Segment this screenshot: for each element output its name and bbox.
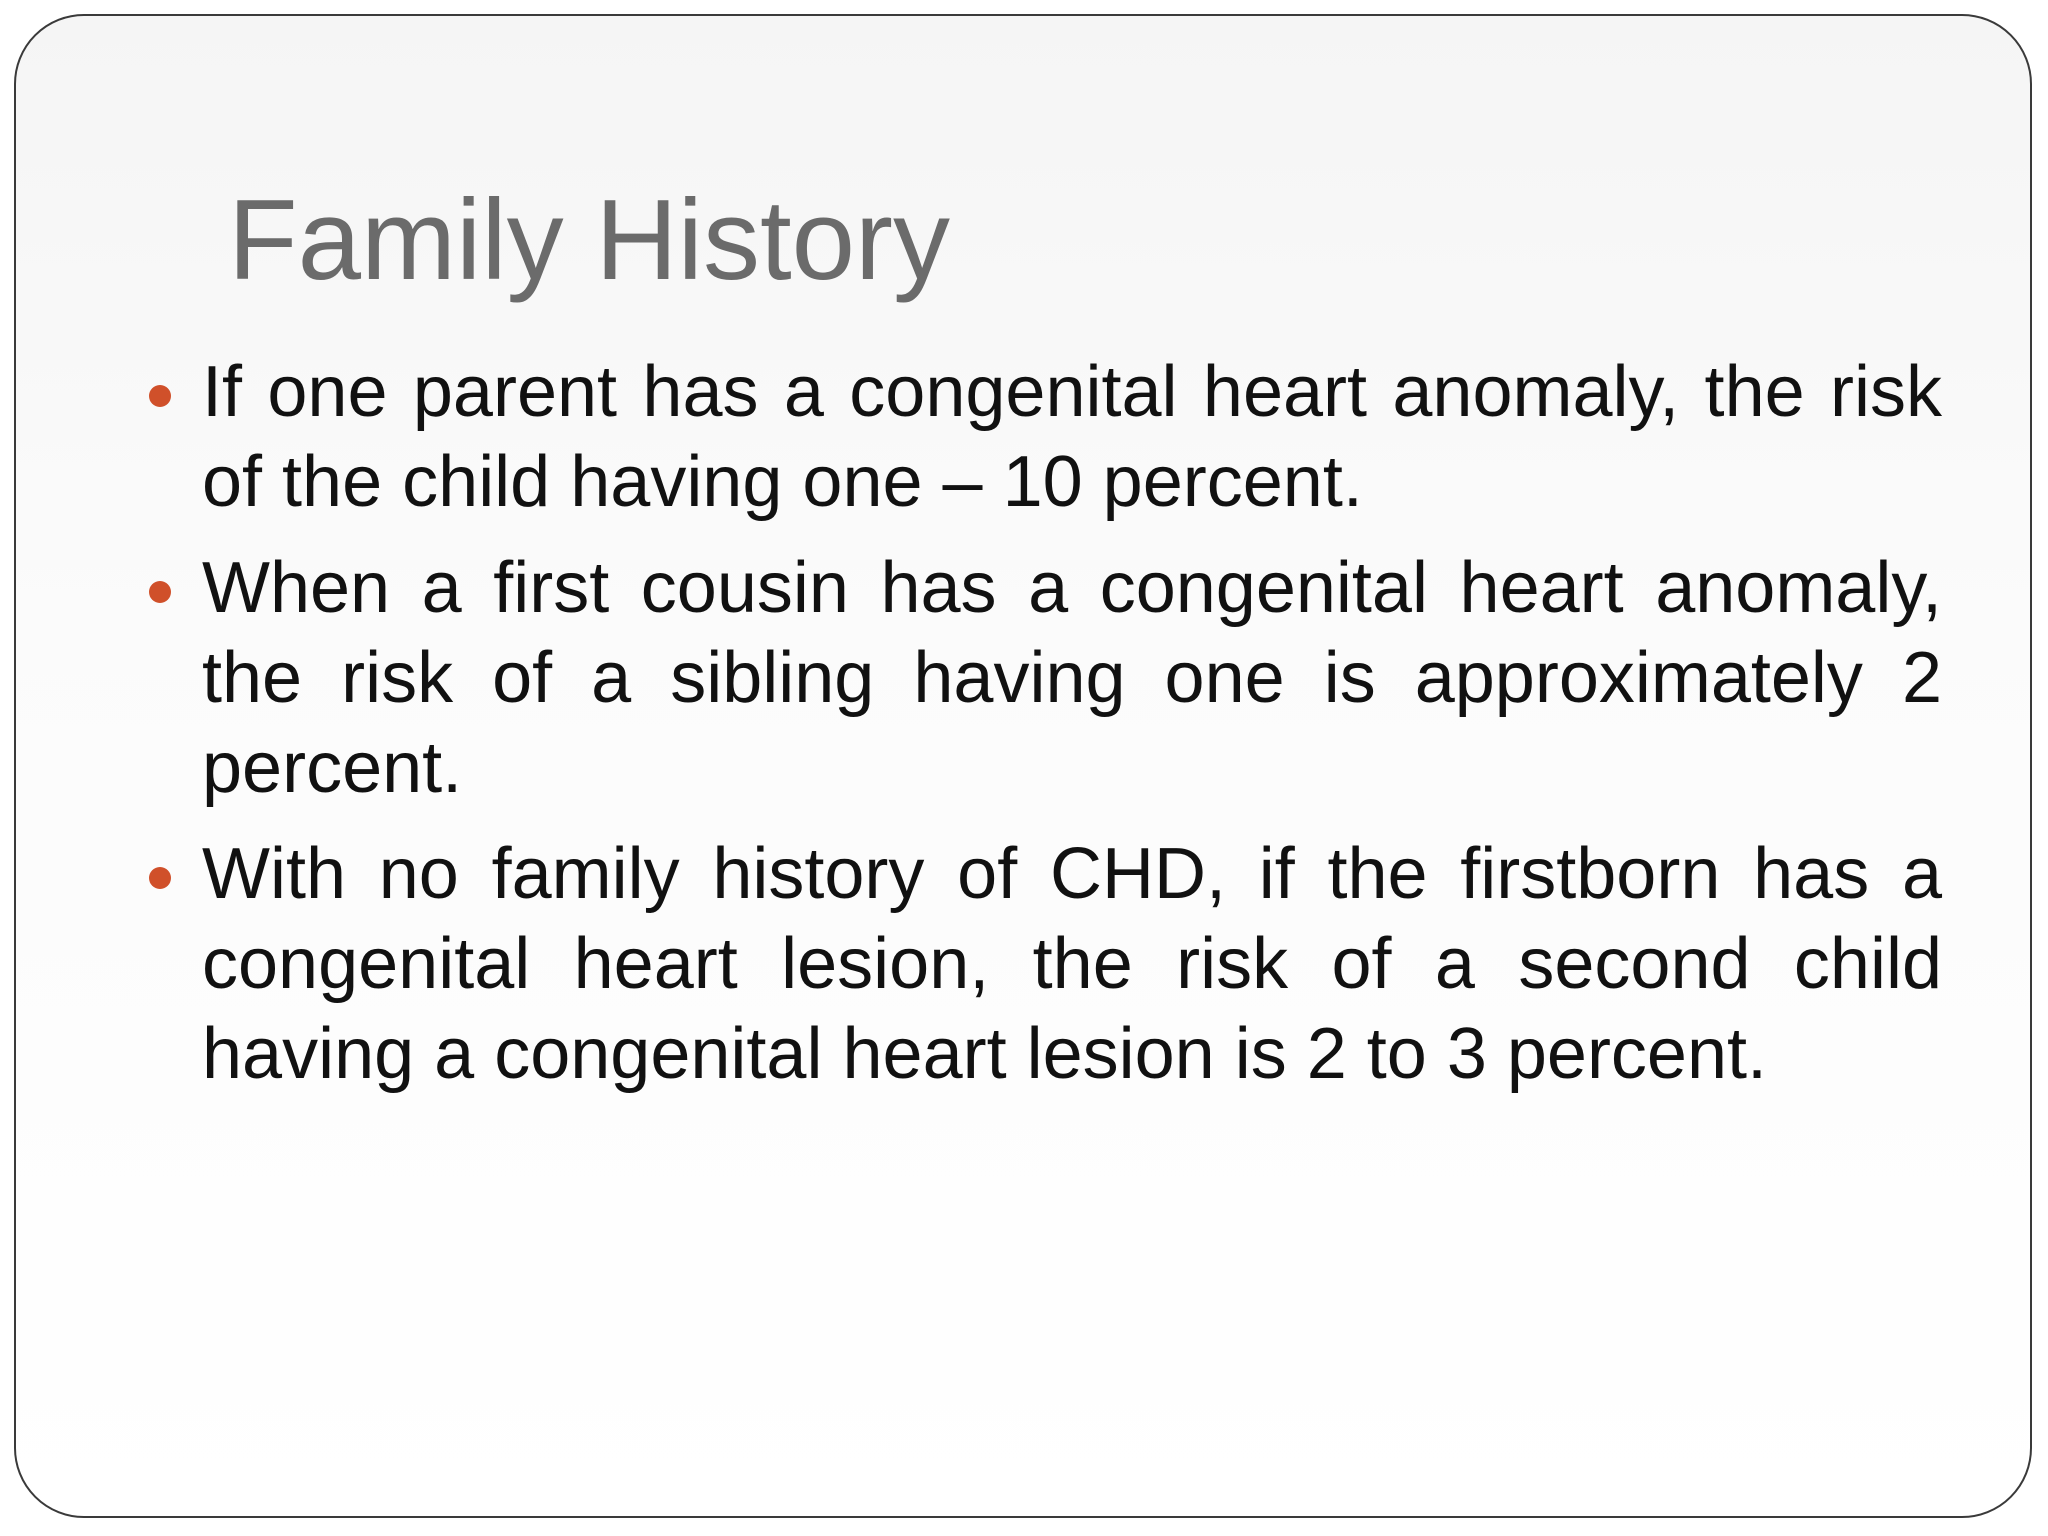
bullet-dot-icon — [149, 385, 171, 407]
bullet-text: When a first cousin has a congenital heart anomaly, the risk of a sibling having one is approximately 2 percent. — [202, 548, 1942, 808]
slide-title: Family History — [228, 177, 951, 304]
bullet-text: If one parent has a congenital heart anomaly, the risk of the child having one – 10 percent. — [202, 352, 1942, 522]
slide — [14, 14, 2032, 1518]
bullet-item — [202, 829, 1942, 1099]
bullet-dot-icon — [149, 867, 171, 889]
bullet-list — [202, 347, 1942, 1115]
bullet-dot-icon — [149, 581, 171, 603]
bullet-item — [202, 543, 1942, 813]
bullet-text: With no family history of CHD, if the firstborn has a congenital heart lesion, the risk of a second child having a congenital heart lesion is 2 to 3 percent. — [202, 834, 1942, 1094]
bullet-item — [202, 347, 1942, 527]
